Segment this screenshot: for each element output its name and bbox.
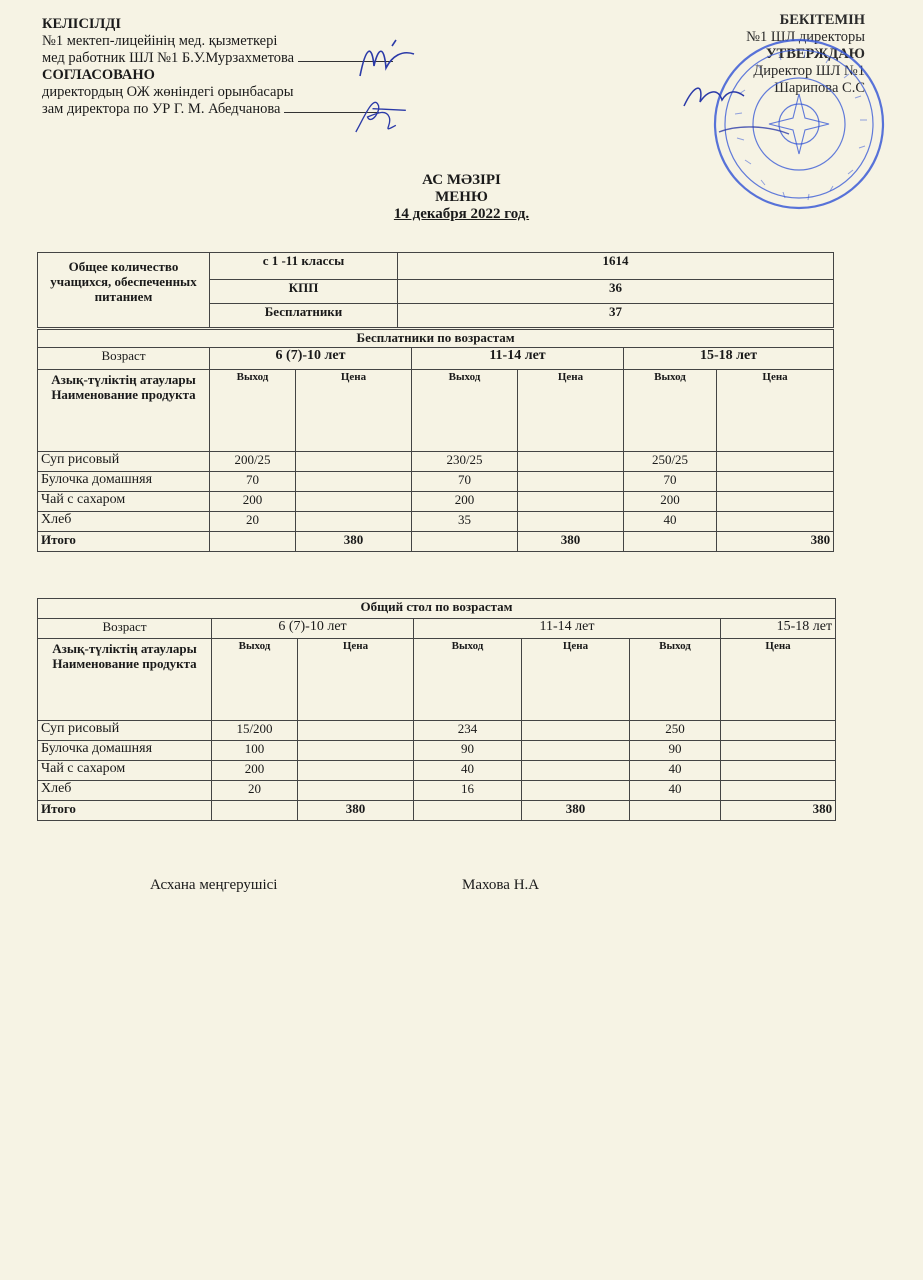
output-value: 16 [414,781,522,801]
summary-label: Бесплатники [210,304,398,328]
director-title-kz: №1 ШЛ директоры [746,29,865,45]
general-table [37,598,836,821]
director-name: Шарипова С.С [774,80,865,96]
agreed-label-ru: СОГЛАСОВАНО [42,67,155,83]
total-price: 380 [522,801,630,821]
output-value: 70 [412,472,518,492]
table-row [38,721,836,741]
product-name: Чай с сахаром [38,761,212,781]
title-kz: АС МӘЗІРІ [422,172,501,188]
output-header: Выход [624,370,717,452]
age-group: 15-18 лет [624,348,834,370]
medworker-title-kz: №1 мектеп-лицейінің мед. қызметкері [42,33,278,49]
output-value: 234 [414,721,522,741]
summary-label: КПП [210,280,398,304]
output-value: 100 [212,741,298,761]
product-name: Булочка домашняя [38,472,210,492]
output-value: 20 [212,781,298,801]
signature-deputy [340,92,430,142]
age-group: 6 (7)-10 лет [210,348,412,370]
canteen-head-role: Асхана меңгерушісі [150,877,278,893]
total-price: 380 [296,532,412,552]
output-value: 20 [210,512,296,532]
output-value: 200/25 [210,452,296,472]
price-header: Цена [522,639,630,721]
output-value: 200 [210,492,296,512]
signature-director [678,72,768,122]
product-name: Хлеб [38,781,212,801]
total-row [38,532,834,552]
output-value: 40 [624,512,717,532]
output-header: Выход [210,370,296,452]
price-header: Цена [721,639,836,721]
section-title: Общий стол по возрастам [38,599,836,619]
summary-label: с 1 -11 классы [210,253,398,280]
product-name: Суп рисовый [38,721,212,741]
table-row [38,741,836,761]
output-value: 90 [630,741,721,761]
total-price: 380 [721,801,836,821]
approve-label-kz: БЕКІТЕМІН [779,12,865,28]
price-header: Цена [296,370,412,452]
product-name: Суп рисовый [38,452,210,472]
output-value: 40 [630,781,721,801]
output-value: 200 [624,492,717,512]
total-students-label: Общее количество учащихся, обеспеченных питанием [38,253,210,328]
document-date: 14 декабря 2022 год. [393,206,530,222]
age-group: 15-18 лет [721,619,836,639]
output-value: 250/25 [624,452,717,472]
output-header: Выход [212,639,298,721]
approve-label-ru: УТВЕРЖДАЮ [765,46,865,62]
summary-value: 1614 [398,253,834,280]
table-row [38,452,834,472]
output-value: 200 [212,761,298,781]
summary-table [37,252,834,328]
age-group: 11-14 лет [414,619,721,639]
free-meals-table [37,329,834,552]
product-name: Хлеб [38,512,210,532]
table-row [38,781,836,801]
output-value: 250 [630,721,721,741]
total-price: 380 [298,801,414,821]
table-row [38,472,834,492]
price-header: Цена [717,370,834,452]
price-header: Цена [298,639,414,721]
product-name-header: Азық-түліктің атаулары Наименование продукта [38,370,210,452]
table-row [38,512,834,532]
deputy-title-kz: директордың ОЖ жөніндегі орынбасары [42,84,294,100]
age-label: Возраст [38,348,210,370]
director-title-ru: Директор ШЛ №1 [753,63,865,79]
deputy-name: зам директора по УР Г. М. Абедчанова [42,101,393,118]
output-value: 40 [414,761,522,781]
product-name: Булочка домашняя [38,741,212,761]
product-name-header: Азық-түліктің атаулары Наименование продукта [38,639,212,721]
age-group: 11-14 лет [412,348,624,370]
summary-value: 37 [398,304,834,328]
total-label: Итого [38,801,212,821]
output-value: 200 [412,492,518,512]
age-label: Возраст [38,619,212,639]
product-name: Чай с сахаром [38,492,210,512]
signature-medworker [352,36,442,86]
medworker-name: мед работник ШЛ №1 Б.У.Мурзахметова [42,50,393,67]
table-row [38,492,834,512]
summary-value: 36 [398,280,834,304]
output-value: 70 [210,472,296,492]
title-ru: МЕНЮ [435,189,488,205]
price-header: Цена [518,370,624,452]
canteen-head-name: Махова Н.А [462,877,540,893]
output-header: Выход [412,370,518,452]
section-title: Бесплатники по возрастам [38,330,834,348]
output-header: Выход [630,639,721,721]
output-value: 35 [412,512,518,532]
total-label: Итого [38,532,210,552]
output-value: 230/25 [412,452,518,472]
agreed-label-kz: КЕЛІСІЛДІ [42,16,121,32]
total-row [38,801,836,821]
age-group: 6 (7)-10 лет [212,619,414,639]
output-value: 70 [624,472,717,492]
table-row [38,761,836,781]
output-header: Выход [414,639,522,721]
output-value: 15/200 [212,721,298,741]
total-price: 380 [717,532,834,552]
document-title [0,172,923,223]
total-price: 380 [518,532,624,552]
output-value: 90 [414,741,522,761]
output-value: 40 [630,761,721,781]
